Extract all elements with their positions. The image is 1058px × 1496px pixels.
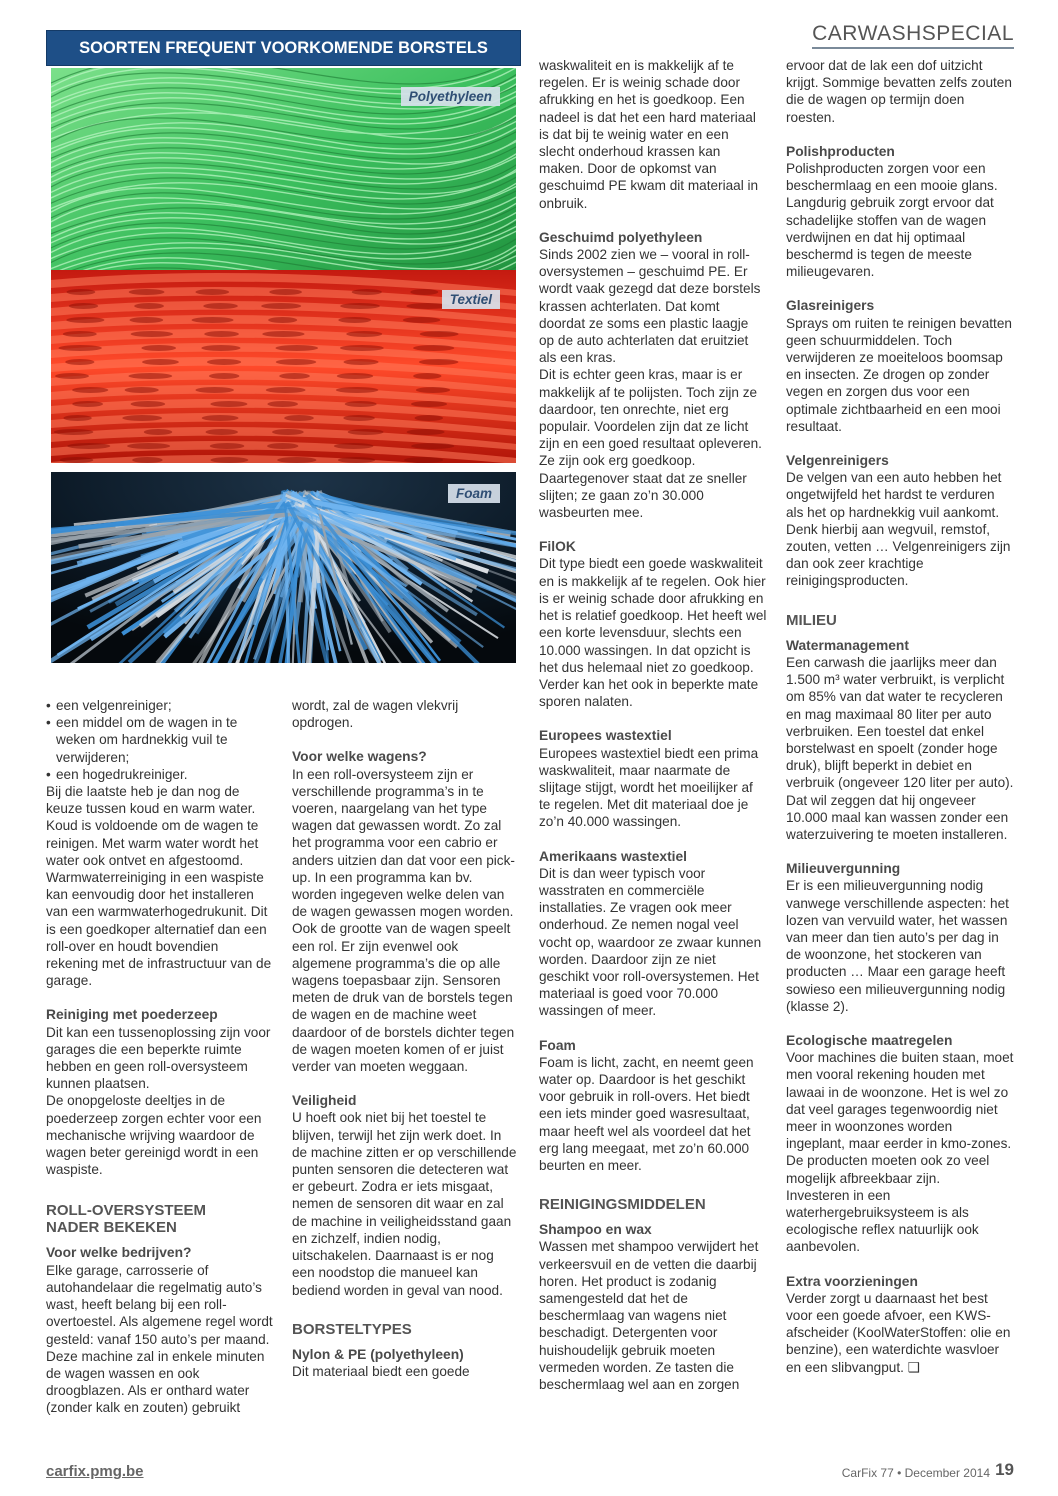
paragraph: In een roll-oversysteem zijn er verschillende programma’s in te voeren, naargelang van het type wagen dat gewassen wordt. Zo zal het programma voor een cabrio er anders uitzien dan dat voor een pick-up. In een programma kan bv. worden ingegeven welke delen van de wagen gewassen mogen worden. Ook de grootte van de wagen speelt een rol. Er zijn evenwel ook algemene programma’s die op alle wagens toepasbaar zijn. Sensoren meten de druk van de borstels tegen de wagen en de machine weet daardoor of de borstels dichter tegen de wagen moeten komen of er juist verder van moeten weggaan.	[292, 766, 515, 1075]
list-item: • een middel om de wagen in te weken om hardnekkig vuil te verwijderen;	[46, 714, 274, 766]
subheading: Veiligheid	[292, 1093, 357, 1109]
paragraph: Dit is echter geen kras, maar is er makkelijk af te polijsten. Toch zijn ze daardoor, ten onrechte, niet erg populair. Voordelen zijn dat ze licht zijn en een goed resultaat opleveren. Ze zijn ook erg goedkoop. Daartegenover staat dat ze sneller slijten; ze gaan zo’n 30.000 wasbeurten mee.	[539, 367, 762, 521]
foam-brush-image	[51, 472, 516, 663]
column-3	[539, 57, 767, 1393]
paragraph: Investeren in een waterhergebruiksysteem is als ecologische reflex natuurlijk ook aanbevolen.	[786, 1187, 979, 1255]
paragraph: Dat wil zeggen dat hij ongeveer 10.000 maal kan wassen zonder een waterzuivering te moeten installeren.	[786, 792, 1009, 842]
column-2	[292, 697, 520, 1380]
paragraph: Sinds 2002 zien we – vooral in roll-oversystemen – geschuimd PE. Er wordt vaak gezegd dat deze borstels krassen achterlaten. Dat komt doordat ze soms een plastic laagje op de auto achterlaten dat eruitziet als een kras.	[539, 247, 761, 366]
paragraph: Wassen met shampoo verwijdert het verkeersvuil en de vetten die daarbij horen. Het product is zodanig samengesteld dat het de beschermlaag van wagens niet beschadigt. Detergenten voor huishoudelijk gebruik moeten vermeden worden. Ze tasten die beschermlaag wel aan en zorgen	[539, 1239, 759, 1393]
page-number: 19	[995, 1460, 1014, 1479]
issue-info: CarFix 77 • December 2014	[841, 1466, 990, 1480]
paragraph: De velgen van een auto hebben het ongetwijfeld het hardst te verduren als het op hardnekkig vuil aankomt. Denk hierbij aan wegvuil, remstof, zouten, vetten … Velgenreinigers zijn dan ook zeer krachtige reinigingsproducten.	[786, 470, 1011, 589]
paragraph: Foam is licht, zacht, en neemt geen water op. Daardoor is het geschikt voor gebruik in roll-overs. Het biedt een iets minder goed wasresultaat, maar heeft wel als voordeel dat het erg lang meegaat, met zo’n 60.000 beurten en meer.	[539, 1054, 754, 1173]
subheading: Milieuvergunning	[786, 861, 901, 877]
section-heading: MILIEU	[786, 611, 837, 629]
paragraph: Sprays om ruiten te reinigen bevatten geen schuurmiddelen. Toch verwijderen ze moeiteloos boomsap en insecten. Ze drogen op zonder vegen en zorgen dus voor een optimale zichtbaarheid en een mooi resultaat.	[786, 315, 1012, 434]
subheading: Reiniging met poederzeep	[46, 1007, 218, 1023]
paragraph: Dit is dan weer typisch voor wasstraten en commerciële installaties. Ze vragen ook meer onderhoud. Ze nemen nogal veel vocht op, waardoor ze zwaar kunnen worden. Daardoor zijn ze niet geschikt voor roll-oversystemen. Het materiaal is goed voor 70.000 wassingen of meer.	[539, 865, 762, 1019]
textile-brush-image	[51, 270, 516, 463]
paragraph: ervoor dat de lak een dof uitzicht krijgt. Sommige bevatten zelfs zouten die de wagen op termijn doen roesten.	[786, 58, 1012, 125]
subheading: Velgenreinigers	[786, 453, 889, 469]
subheading: Nylon & PE (polyethyleen)	[292, 1346, 464, 1362]
list-item: • een hogedrukreiniger.	[46, 766, 274, 783]
paragraph: Dit kan een tussenoplossing zijn voor garages die een beperkte ruimte hebben en geen roll-oversysteem kunnen plaatsen.	[46, 1024, 271, 1092]
paragraph: Er is een milieuvergunning nodig vanwege verschillende aspecten: het lozen van vervuild water, het wassen van meer dan tien auto’s per dag in de woonzone, het stockeren van producten … Maar een garage heeft sowieso een milieuvergunning nodig (klasse 2).	[786, 878, 1009, 1014]
subheading: Amerikaans wastextiel	[539, 848, 688, 864]
subheading: Polishproducten	[786, 143, 895, 159]
paragraph: Verder zorgt u daarnaast het best voor een goede afvoer, een KWS-afscheider (KoolWaterStoffen: olie en benzine), een waterdichte wasvloer en een slibvangput. ❑	[786, 1290, 1011, 1375]
subheading: Geschuimd polyethyleen	[539, 229, 703, 245]
subheading: Voor welke bedrijven?	[46, 1245, 192, 1261]
subheading: Voor welke wagens?	[292, 749, 427, 765]
foam-label: Foam	[448, 484, 500, 503]
paragraph: wordt, zal de wagen vlekvrij opdrogen.	[292, 698, 459, 731]
website-link[interactable]: carfix.pmg.be	[46, 1463, 144, 1480]
feature-title: SOORTEN FREQUENT VOORKOMENDE BORSTELS	[46, 30, 521, 66]
paragraph: U hoeft ook niet bij het toestel te blijven, terwijl het zijn werk doet. In de machine zitten er op verschillende punten sensoren die detecteren wat er gebeurt. Zodra er iets misgaat, nemen de sensoren dit waar en zal de machine in veiligheidsstand gaan en zichzelf, indien nodig, uitschakelen. Daarnaast is er nog een noodstop die manueel kan bediend worden in geval van nood.	[292, 1110, 517, 1298]
section-title: CARWASHSPECIAL	[812, 22, 1014, 49]
paragraph: waskwaliteit en is makkelijk af te regelen. Er is weinig schade door afrukking en het is goedkoop. Een nadeel is dat het een hard materiaal is dat bij te weinig water en een slecht onderhoud krassen kan maken. Door de opkomst van geschuimd PE kwam dit materiaal in onbruik.	[539, 58, 759, 211]
subheading: Glasreinigers	[786, 298, 875, 314]
paragraph: Dit materiaal biedt een goede	[292, 1363, 470, 1379]
paragraph: Een carwash die jaarlijks meer dan 1.500 m³ water verbruikt, is verplicht om 85% van dat water te recycleren en mag maximaal 80 liter per auto verbruiken. Een toestel dat enkel borstelwast en spoelt (zonder hoge druk), blijft beperkt in debiet en verbruik (ongeveer 120 liter per auto).	[786, 654, 1014, 791]
cleaning-tools-list	[46, 697, 274, 783]
paragraph: Elke garage, carrosserie of autohandelaar die regelmatig auto’s wast, heeft belang bij een roll-overtoestel. Als algemene regel wordt gesteld: vanaf 150 auto’s per maand. Deze machine zal in enkele minuten de wagen wassen en ook droogblazen. Als er onthard water (zonder kalk en zouten) gebruikt	[46, 1262, 273, 1416]
subheading: Watermanagement	[786, 637, 909, 653]
paragraph: De onopgeloste deeltjes in de poederzeep zorgen echter voor een mechanische wrijving waardoor de wagen beter gereinigd wordt in een waspiste.	[46, 1093, 262, 1178]
paragraph: Voor machines die buiten staan, moet men vooral rekening houden met lawaai in de woonzone. Het is wel zo dat veel garages tegenwoordig niet meer in woonzones worden ingeplant, maar eerder in kmo-zones. De producten moeten ook zo veel mogelijk afbreekbaar zijn.	[786, 1050, 1014, 1186]
paragraph: Dit type biedt een goede waskwaliteit en is makkelijk af te regelen. Ook hier is er weinig schade door afrukking en het is relatief goedkoop. Het heeft wel een korte levensduur, slechts een 10.000 wassingen. In dat opzicht is het dus helemaal niet zo goedkoop. Verder kan het ook in beperkte mate sporen nalaten.	[539, 556, 767, 710]
brush-types-feature	[46, 30, 521, 667]
column-4	[786, 57, 1014, 1376]
list-item: • een velgenreiniger;	[46, 697, 274, 714]
section-heading: BORSTELTYPES	[292, 1320, 412, 1338]
subheading: Shampoo en wax	[539, 1222, 652, 1238]
subheading: Extra voorzieningen	[786, 1273, 918, 1289]
section-heading: REINIGINGSMIDDELEN	[539, 1196, 706, 1214]
textile-label: Textiel	[442, 290, 500, 309]
subheading: Europees wastextiel	[539, 728, 672, 744]
subheading: Foam	[539, 1037, 576, 1053]
subheading: FilOK	[539, 539, 576, 555]
paragraph: Bij die laatste heb je dan nog de keuze tussen koud en warm water. Koud is voldoende om de wagen te reinigen. Met warm water wordt het water ook ontvet en afgestoomd. Warmwaterreiniging in een waspiste kan eenvoudig door het installeren van een warmwaterhogedrukunit. Dit is een goedkoper alternatief dan een roll-over en houdt bovendien rekening met de infrastructuur van de garage.	[46, 784, 272, 989]
column-1	[46, 697, 274, 1417]
subheading: Ecologische maatregelen	[786, 1032, 953, 1048]
polyethylene-brush-image	[51, 68, 516, 295]
section-heading: ROLL-OVERSYSTEEM NADER BEKEKEN	[46, 1202, 207, 1237]
paragraph: Europees wastextiel biedt een prima waskwaliteit, maar naarmate de slijtage stijgt, wordt het moeilijker af te regelen. Met dit materiaal doe je zo’n 40.000 wassingen.	[539, 745, 759, 830]
polyethylene-label: Polyethyleen	[401, 87, 500, 106]
paragraph: Polishproducten zorgen voor een beschermlaag en een mooie glans. Langdurig gebruik zorgt ervoor dat schadelijke stoffen van de wagen verdwijnen en dat hij optimaal beschermd is tegen de meeste milieugevaren.	[786, 161, 998, 280]
